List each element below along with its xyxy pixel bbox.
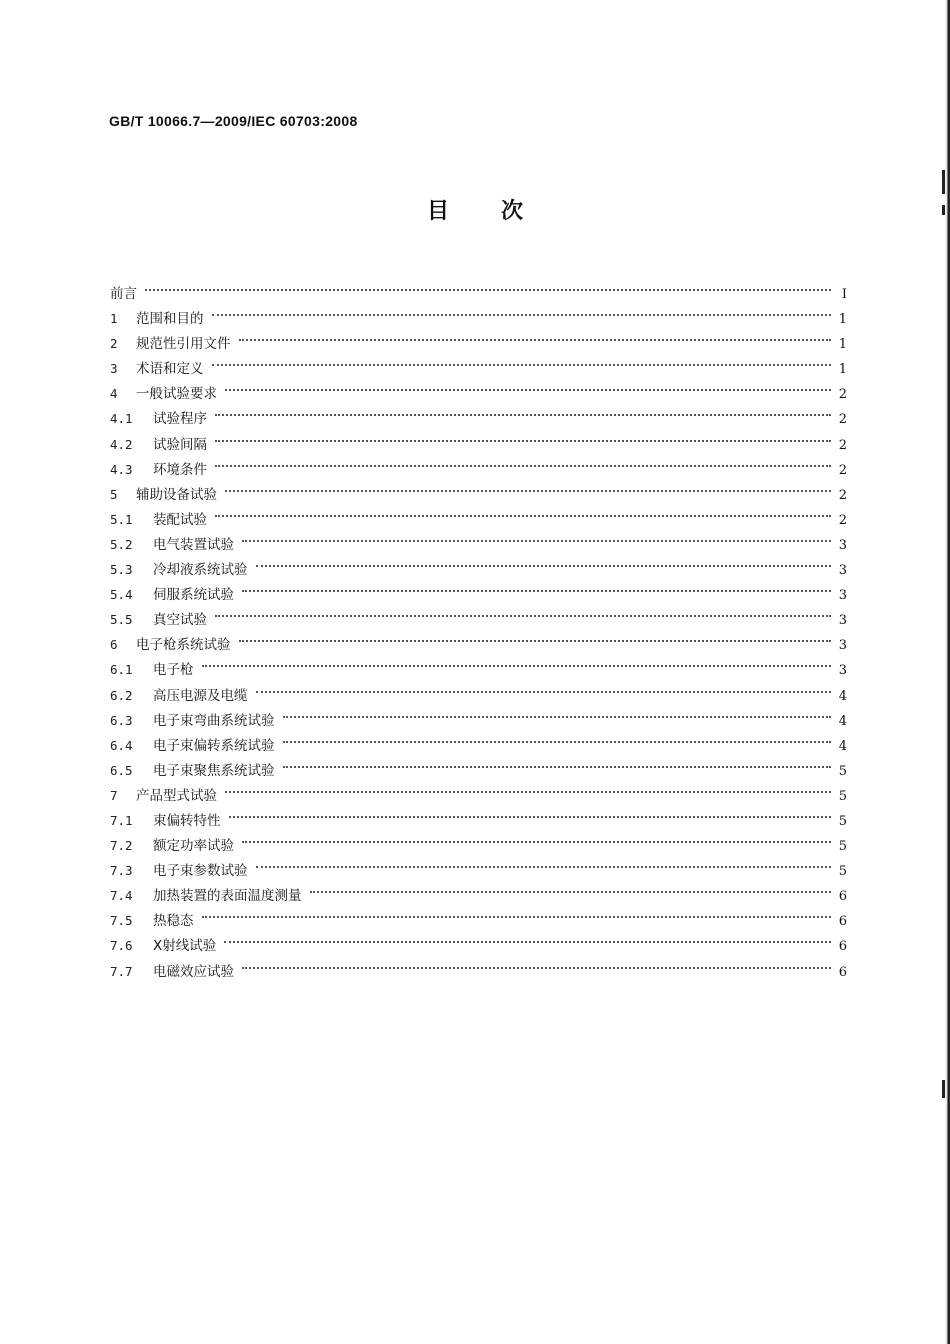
toc-entry-page: 2 xyxy=(838,512,847,528)
toc-entry-page: 3 xyxy=(838,638,847,654)
toc-entry-number: 7.5 xyxy=(110,913,133,929)
toc-dot-leader xyxy=(229,800,832,825)
scan-edge-mark xyxy=(942,170,945,194)
toc-entry-title: 电子束聚焦系统试验 xyxy=(153,762,275,779)
toc-entry-number: 6.2 xyxy=(110,687,133,703)
toc-dot-leader xyxy=(215,449,831,474)
toc-dot-leader xyxy=(256,850,832,875)
toc-dot-leader xyxy=(242,524,831,549)
toc-dot-leader xyxy=(224,925,831,950)
toc-entry-title: X射线试验 xyxy=(153,938,217,955)
toc-entry[interactable] xyxy=(110,951,847,980)
toc-entry-title: 产品型式试验 xyxy=(136,787,217,804)
toc-entry-number: 7.4 xyxy=(110,888,133,904)
toc-entry-page: 6 xyxy=(838,914,847,930)
toc-entry-page: 1 xyxy=(838,312,847,328)
toc-entry-number: 5.4 xyxy=(110,587,133,603)
toc-entry-number: 4.1 xyxy=(110,411,133,427)
toc-entry-page: 5 xyxy=(838,788,847,804)
toc-entry-number: 2 xyxy=(110,336,118,352)
toc-dot-leader xyxy=(212,298,832,323)
toc-entry[interactable] xyxy=(110,474,847,503)
toc-entry[interactable] xyxy=(110,348,847,378)
toc-entry-title: 电气装置试验 xyxy=(153,536,234,553)
toc-entry-number: 5 xyxy=(110,486,118,502)
toc-entry-page: 5 xyxy=(838,763,847,779)
toc-entry-page: 6 xyxy=(838,889,847,905)
toc-entry-page: 5 xyxy=(838,864,847,880)
toc-entry-page: 5 xyxy=(838,839,847,855)
toc-dot-leader xyxy=(215,599,831,624)
toc-entry-page: 3 xyxy=(838,663,847,679)
scan-edge-mark xyxy=(942,205,945,215)
toc-entry-number: 4.3 xyxy=(110,461,133,477)
page-title: 目次 xyxy=(426,199,575,224)
toc-entry-page: 2 xyxy=(838,462,847,478)
toc-entry[interactable] xyxy=(110,499,847,528)
toc-entry-page: 2 xyxy=(838,387,847,403)
toc-dot-leader xyxy=(225,373,831,398)
toc-entry-number: 7.3 xyxy=(110,863,133,879)
toc-entry-title: 装配试验 xyxy=(153,511,207,528)
toc-dot-leader xyxy=(310,875,832,900)
toc-entry-title: 电子枪系统试验 xyxy=(136,637,231,654)
toc-entry-number: 1 xyxy=(110,311,118,327)
standard-number: GB/T 10066.7—2009/IEC 60703:2008 xyxy=(109,113,358,129)
toc-entry-title: 额定功率试验 xyxy=(153,838,234,855)
toc-entry-title: 电子枪 xyxy=(153,662,194,679)
toc-entry-title: 真空试验 xyxy=(153,612,207,629)
toc-entry[interactable] xyxy=(110,449,847,478)
toc-dot-leader xyxy=(239,624,832,649)
toc-entry-title: 试验程序 xyxy=(153,411,207,428)
toc-entry-title: 前言 xyxy=(110,286,137,302)
toc-entry[interactable] xyxy=(110,599,847,629)
toc-entry-number: 7.7 xyxy=(110,963,133,979)
toc-entry-page: 5 xyxy=(838,813,847,829)
toc-dot-leader xyxy=(239,323,832,348)
toc-entry-page: 4 xyxy=(838,688,847,704)
toc-entry-number: 7.2 xyxy=(110,838,133,854)
toc-entry-number: 5.3 xyxy=(110,562,133,578)
toc-entry[interactable] xyxy=(110,273,847,302)
toc-entry-page: 6 xyxy=(838,939,847,955)
toc-entry-title: 高压电源及电缆 xyxy=(153,687,248,704)
toc-dot-leader xyxy=(256,675,832,700)
toc-dot-leader xyxy=(283,700,832,725)
toc-entry-page: 3 xyxy=(838,537,847,553)
toc-entry-title: 电子束偏转系统试验 xyxy=(153,737,275,754)
toc-entry[interactable] xyxy=(110,524,847,553)
toc-entry-page: 3 xyxy=(838,613,847,629)
toc-entry-number: 6 xyxy=(110,637,118,653)
toc-entry[interactable] xyxy=(110,398,847,428)
toc-dot-leader xyxy=(242,951,831,976)
toc-entry-title: 试验间隔 xyxy=(153,436,207,453)
toc-entry-number: 7 xyxy=(110,787,118,803)
toc-entry-number: 4 xyxy=(110,386,118,402)
toc-dot-leader xyxy=(212,348,832,373)
toc-entry-title: 环境条件 xyxy=(153,461,207,478)
toc-entry[interactable] xyxy=(110,800,847,829)
toc-entry-page: 1 xyxy=(838,337,847,353)
toc-entry-title: 热稳态 xyxy=(153,913,194,930)
toc-entry-number: 7.6 xyxy=(110,938,133,954)
toc-entry-page: 1 xyxy=(838,362,847,378)
toc-entry[interactable] xyxy=(110,373,847,403)
toc-entry-number: 6.1 xyxy=(110,662,133,678)
toc-dot-leader xyxy=(215,398,831,423)
toc-entry-title: 一般试验要求 xyxy=(136,386,217,403)
toc-entry-title: 辅助设备试验 xyxy=(136,486,217,503)
scan-edge-mark xyxy=(942,1080,945,1098)
toc-entry-page: 4 xyxy=(838,713,847,729)
toc-entry[interactable] xyxy=(110,925,847,955)
toc-dot-leader xyxy=(225,775,831,800)
toc-dot-leader xyxy=(283,750,832,775)
toc-dot-leader xyxy=(215,424,831,449)
toc-entry-page: 4 xyxy=(838,738,847,754)
toc-entry-title: 术语和定义 xyxy=(136,361,204,378)
toc-dot-leader xyxy=(202,900,832,925)
scan-edge-border xyxy=(945,0,950,1344)
toc-entry[interactable] xyxy=(110,675,847,704)
toc-entry-page: 2 xyxy=(838,412,847,428)
toc-entry-title: 伺服系统试验 xyxy=(153,587,234,604)
toc-entry[interactable] xyxy=(110,900,847,930)
toc-entry-title: 电磁效应试验 xyxy=(153,963,234,980)
toc-entry-page: 2 xyxy=(838,487,847,503)
toc-dot-leader xyxy=(202,649,832,674)
toc-entry[interactable] xyxy=(110,424,847,453)
toc-entry-page: 3 xyxy=(838,588,847,604)
toc-dot-leader xyxy=(242,574,831,599)
toc-entry-number: 3 xyxy=(110,361,118,377)
toc-entry-title: 束偏转特性 xyxy=(153,812,221,829)
toc-entry-number: 4.2 xyxy=(110,436,133,452)
toc-entry-number: 5.2 xyxy=(110,536,133,552)
toc-dot-leader xyxy=(225,474,831,499)
toc-entry-page: 3 xyxy=(838,563,847,579)
toc-entry-title: 范围和目的 xyxy=(136,311,204,328)
toc-entry[interactable] xyxy=(110,298,847,328)
toc-dot-leader xyxy=(242,825,831,850)
toc-entry-title: 加热装置的表面温度测量 xyxy=(153,888,302,905)
toc-entry-title: 电子束弯曲系统试验 xyxy=(153,712,275,729)
toc-entry[interactable] xyxy=(110,649,847,679)
toc-entry-page: 2 xyxy=(838,437,847,453)
toc-entry-page: Ⅰ xyxy=(841,287,847,302)
toc-entry-number: 5.5 xyxy=(110,612,133,628)
toc-entry-title: 规范性引用文件 xyxy=(136,336,231,353)
toc-entry-number: 6.4 xyxy=(110,737,133,753)
toc-entry-title: 冷却液系统试验 xyxy=(153,562,248,579)
table-of-contents xyxy=(110,273,847,980)
toc-entry-number: 7.1 xyxy=(110,812,133,828)
toc-entry-number: 5.1 xyxy=(110,511,133,527)
toc-dot-leader xyxy=(283,725,832,750)
toc-dot-leader xyxy=(145,273,831,298)
toc-entry-number: 6.5 xyxy=(110,762,133,778)
toc-entry-page: 6 xyxy=(838,964,847,980)
toc-dot-leader xyxy=(215,499,831,524)
toc-dot-leader xyxy=(256,549,832,574)
toc-entry-number: 6.3 xyxy=(110,712,133,728)
toc-entry[interactable] xyxy=(110,624,847,654)
toc-entry-title: 电子束参数试验 xyxy=(153,863,248,880)
toc-entry[interactable] xyxy=(110,323,847,353)
